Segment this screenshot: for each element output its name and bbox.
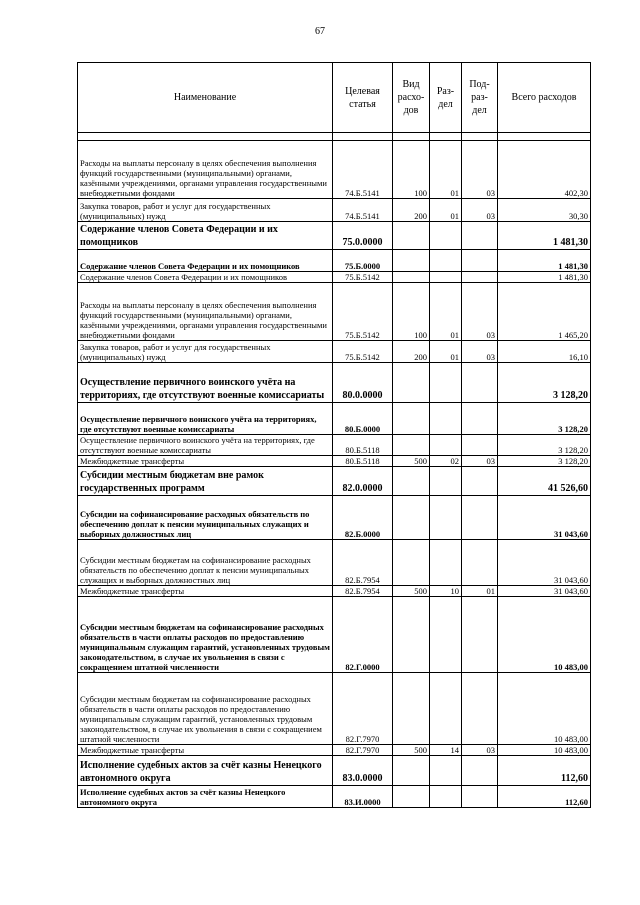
cell-name: Закупка товаров, работ и услуг для государственных (муниципальных) нужд xyxy=(78,341,333,363)
cell-type: 500 xyxy=(393,745,430,756)
cell-name: Осуществление первичного воинского учёта на территориях, где отсутствуют военные комиссариаты xyxy=(78,403,333,435)
cell-subsection xyxy=(462,435,498,456)
cell-subsection xyxy=(462,250,498,272)
cell-target: 75.Б.5142 xyxy=(333,283,393,341)
cell-total: 112,60 xyxy=(498,756,591,786)
cell-total: 31 043,60 xyxy=(498,540,591,586)
cell-type xyxy=(393,786,430,808)
cell-total: 3 128,20 xyxy=(498,363,591,403)
table-row xyxy=(78,141,591,199)
cell-type xyxy=(393,435,430,456)
table-row xyxy=(78,673,591,745)
table-row xyxy=(78,467,591,496)
cell-name: Содержание членов Совета Федерации и их помощников xyxy=(78,222,333,250)
cell-subsection xyxy=(462,272,498,283)
header-type: Вид расхо-дов xyxy=(393,63,430,133)
table-row xyxy=(78,341,591,363)
header-subsection: Под-раз-дел xyxy=(462,63,498,133)
cell-target: 82.Б.0000 xyxy=(333,496,393,540)
cell-target: 82.0.0000 xyxy=(333,467,393,496)
cell-section xyxy=(430,363,462,403)
cell-target: 75.0.0000 xyxy=(333,222,393,250)
cell-type xyxy=(393,673,430,745)
spacer-row xyxy=(78,133,591,141)
cell-section xyxy=(430,435,462,456)
cell-target: 80.Б.5118 xyxy=(333,456,393,467)
cell-target: 82.Б.7954 xyxy=(333,540,393,586)
cell-total: 1 481,30 xyxy=(498,272,591,283)
cell-subsection xyxy=(462,467,498,496)
table-row xyxy=(78,496,591,540)
cell-total: 10 483,00 xyxy=(498,673,591,745)
cell-total: 402,30 xyxy=(498,141,591,199)
cell-target: 80.0.0000 xyxy=(333,363,393,403)
header-total: Всего расходов xyxy=(498,63,591,133)
cell-name: Межбюджетные трансферты xyxy=(78,586,333,597)
cell-section xyxy=(430,756,462,786)
table-row xyxy=(78,250,591,272)
cell-type xyxy=(393,222,430,250)
cell-subsection: 03 xyxy=(462,341,498,363)
table-row xyxy=(78,745,591,756)
table-row xyxy=(78,435,591,456)
cell-section xyxy=(430,540,462,586)
cell-section: 14 xyxy=(430,745,462,756)
cell-total: 31 043,60 xyxy=(498,496,591,540)
cell-subsection: 03 xyxy=(462,745,498,756)
cell-type xyxy=(393,403,430,435)
cell-name: Субсидии на софинансирование расходных обязательств по обеспечению доплат к пенсии муниципальных служащих и выборных должностных лиц xyxy=(78,496,333,540)
cell-section: 01 xyxy=(430,199,462,222)
cell-section xyxy=(430,496,462,540)
cell-type xyxy=(393,756,430,786)
cell-name: Исполнение судебных актов за счёт казны Ненецкого автономного округа xyxy=(78,786,333,808)
cell-type: 200 xyxy=(393,341,430,363)
cell-name: Содержание членов Совета Федерации и их помощников xyxy=(78,272,333,283)
cell-subsection xyxy=(462,540,498,586)
cell-subsection xyxy=(462,756,498,786)
cell-total: 112,60 xyxy=(498,786,591,808)
cell-subsection xyxy=(462,222,498,250)
table-row xyxy=(78,199,591,222)
cell-name: Содержание членов Совета Федерации и их помощников xyxy=(78,250,333,272)
cell-section xyxy=(430,250,462,272)
cell-section xyxy=(430,597,462,673)
header-target: Целевая статья xyxy=(333,63,393,133)
cell-subsection: 01 xyxy=(462,586,498,597)
cell-total: 10 483,00 xyxy=(498,597,591,673)
cell-target: 82.Г.0000 xyxy=(333,597,393,673)
cell-target: 80.Б.5118 xyxy=(333,435,393,456)
cell-type: 500 xyxy=(393,586,430,597)
cell-section xyxy=(430,222,462,250)
cell-target: 83.0.0000 xyxy=(333,756,393,786)
cell-total: 30,30 xyxy=(498,199,591,222)
cell-target: 74.Б.5141 xyxy=(333,141,393,199)
cell-section: 02 xyxy=(430,456,462,467)
cell-total: 1 481,30 xyxy=(498,250,591,272)
cell-subsection xyxy=(462,673,498,745)
cell-target: 82.Б.7954 xyxy=(333,586,393,597)
cell-type xyxy=(393,540,430,586)
cell-name: Расходы на выплаты персоналу в целях обеспечения выполнения функций государственными (муниципальными) органами, казёнными учреждениями, органами управления государственными внебюджетными фондами xyxy=(78,283,333,341)
table-row xyxy=(78,272,591,283)
cell-type: 200 xyxy=(393,199,430,222)
cell-type: 500 xyxy=(393,456,430,467)
table-row xyxy=(78,283,591,341)
cell-type xyxy=(393,363,430,403)
cell-target: 82.Г.7970 xyxy=(333,673,393,745)
cell-name: Межбюджетные трансферты xyxy=(78,745,333,756)
cell-total: 3 128,20 xyxy=(498,456,591,467)
cell-target: 75.Б.0000 xyxy=(333,250,393,272)
cell-total: 16,10 xyxy=(498,341,591,363)
table-row xyxy=(78,786,591,808)
cell-type xyxy=(393,272,430,283)
cell-target: 74.Б.5141 xyxy=(333,199,393,222)
cell-section xyxy=(430,467,462,496)
cell-subsection: 03 xyxy=(462,283,498,341)
header-section: Раз-дел xyxy=(430,63,462,133)
cell-total: 1 465,20 xyxy=(498,283,591,341)
table-row xyxy=(78,597,591,673)
cell-target: 75.Б.5142 xyxy=(333,272,393,283)
cell-target: 82.Г.7970 xyxy=(333,745,393,756)
header-row xyxy=(78,63,591,133)
cell-name: Исполнение судебных актов за счёт казны Ненецкого автономного округа xyxy=(78,756,333,786)
cell-type xyxy=(393,597,430,673)
table-row xyxy=(78,222,591,250)
cell-total: 1 481,30 xyxy=(498,222,591,250)
cell-section: 01 xyxy=(430,141,462,199)
cell-subsection: 03 xyxy=(462,199,498,222)
expenditure-table xyxy=(77,62,591,808)
cell-subsection xyxy=(462,363,498,403)
cell-total: 3 128,20 xyxy=(498,403,591,435)
cell-section xyxy=(430,673,462,745)
cell-name: Осуществление первичного воинского учёта на территориях, где отсутствуют военные комиссариаты xyxy=(78,363,333,403)
cell-total: 41 526,60 xyxy=(498,467,591,496)
cell-target: 83.И.0000 xyxy=(333,786,393,808)
table-row xyxy=(78,456,591,467)
cell-name: Расходы на выплаты персоналу в целях обеспечения выполнения функций государственными (муниципальными) органами, казёнными учреждениями, органами управления государственными внебюджетными фондами xyxy=(78,141,333,199)
cell-name: Межбюджетные трансферты xyxy=(78,456,333,467)
cell-type: 100 xyxy=(393,141,430,199)
table-row xyxy=(78,756,591,786)
cell-name: Субсидии местным бюджетам на софинансирование расходных обязательств по обеспечению доплат к пенсии муниципальных служащих и выборных должностных лиц xyxy=(78,540,333,586)
cell-subsection xyxy=(462,496,498,540)
cell-total: 31 043,60 xyxy=(498,586,591,597)
cell-subsection xyxy=(462,403,498,435)
cell-subsection xyxy=(462,786,498,808)
table-row xyxy=(78,403,591,435)
cell-type xyxy=(393,496,430,540)
cell-subsection: 03 xyxy=(462,456,498,467)
cell-type xyxy=(393,250,430,272)
cell-type xyxy=(393,467,430,496)
cell-name: Субсидии местным бюджетам на софинансирование расходных обязательств в части оплаты расходов по предоставлению муниципальным служащим гарантий, установленных трудовым законодательством, в случае их увольнения в связи с сокращением штатной численности xyxy=(78,597,333,673)
table-row xyxy=(78,586,591,597)
cell-section: 01 xyxy=(430,341,462,363)
cell-total: 10 483,00 xyxy=(498,745,591,756)
cell-section: 10 xyxy=(430,586,462,597)
cell-target: 80.Б.0000 xyxy=(333,403,393,435)
cell-section: 01 xyxy=(430,283,462,341)
cell-subsection: 03 xyxy=(462,141,498,199)
header-name: Наименование xyxy=(78,63,333,133)
cell-subsection xyxy=(462,597,498,673)
cell-name: Субсидии местным бюджетам на софинансирование расходных обязательств в части оплаты расходов по предоставлению муниципальным служащим гарантий, установленных трудовым законодательством, в случае их увольнения в связи с сокращением штатной численности xyxy=(78,673,333,745)
cell-section xyxy=(430,786,462,808)
cell-target: 75.Б.5142 xyxy=(333,341,393,363)
cell-section xyxy=(430,272,462,283)
cell-name: Осуществление первичного воинского учёта на территориях, где отсутствуют военные комиссариаты xyxy=(78,435,333,456)
page-number: 67 xyxy=(315,26,325,37)
cell-type: 100 xyxy=(393,283,430,341)
cell-name: Субсидии местным бюджетам вне рамок государственных программ xyxy=(78,467,333,496)
table-row xyxy=(78,363,591,403)
table-row xyxy=(78,540,591,586)
cell-section xyxy=(430,403,462,435)
cell-total: 3 128,20 xyxy=(498,435,591,456)
cell-name: Закупка товаров, работ и услуг для государственных (муниципальных) нужд xyxy=(78,199,333,222)
